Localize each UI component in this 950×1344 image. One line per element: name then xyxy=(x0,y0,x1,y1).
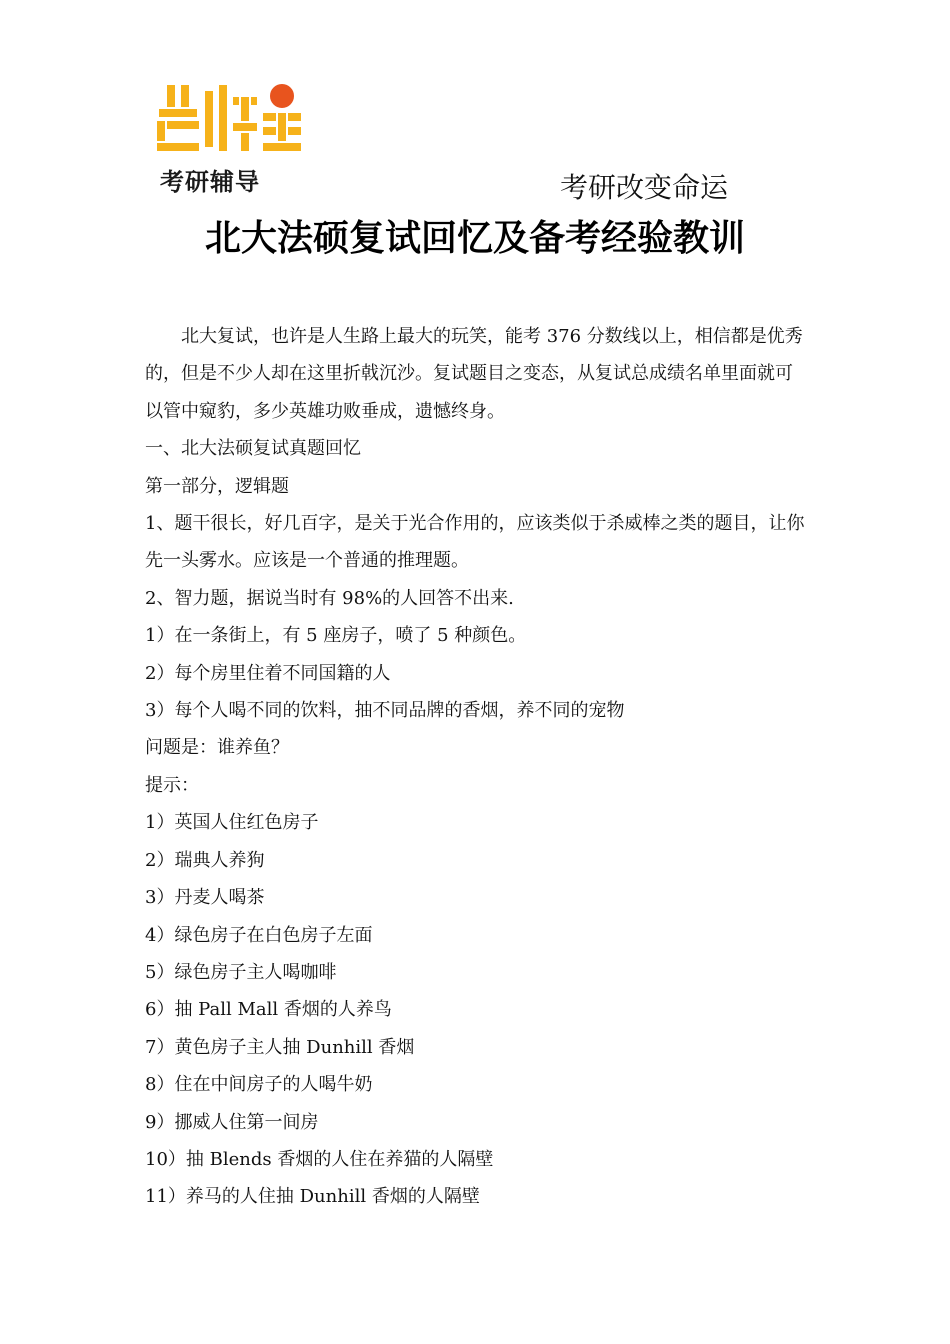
question-2: 2、智力题，据说当时有 98%的人回答不出来. xyxy=(145,587,514,609)
logo-subtitle: 考研辅导 xyxy=(160,168,260,196)
document-body xyxy=(145,318,810,1216)
hint-item: 6）抽 Pall Mall 香烟的人养鸟 xyxy=(145,999,392,1021)
hint-item: 10）抽 Blends 香烟的人住在养猫的人隔壁 xyxy=(145,1148,494,1170)
hint-item: 3）丹麦人喝茶 xyxy=(145,887,265,909)
kaicheng-logo-mark xyxy=(150,78,310,158)
section-heading: 一、北大法硕复试真题回忆 xyxy=(145,438,361,460)
condition-item: 1）在一条街上，有 5 座房子，喷了 5 种颜色。 xyxy=(145,625,527,647)
hints-label: 提示： xyxy=(145,774,199,796)
hint-item: 5）绿色房子主人喝咖啡 xyxy=(145,961,337,983)
question-1: 1、题干很长，好几百字，是关于光合作用的，应该类似于杀威棒之类的题目，让你先一头雾水。应该是一个普通的推理题。 xyxy=(145,513,805,572)
puzzle-question: 问题是：谁养鱼？ xyxy=(145,737,289,759)
condition-item: 2）每个房里住着不同国籍的人 xyxy=(145,662,391,684)
hint-item: 4）绿色房子在白色房子左面 xyxy=(145,924,373,946)
hint-item: 11）养马的人住抽 Dunhill 香烟的人隔壁 xyxy=(145,1186,480,1208)
slogan: 考研改变命运 xyxy=(560,171,729,204)
document-title: 北大法硕复试回忆及备考经验教训 xyxy=(204,218,745,259)
hint-item: 2）瑞典人养狗 xyxy=(145,849,265,871)
part-heading: 第一部分，逻辑题 xyxy=(145,475,289,497)
hint-item: 9）挪威人住第一间房 xyxy=(145,1111,319,1133)
hint-item: 1）英国人住红色房子 xyxy=(145,812,319,834)
condition-item: 3）每个人喝不同的饮料，抽不同品牌的香烟，养不同的宠物 xyxy=(145,700,625,722)
hint-item: 7）黄色房子主人抽 Dunhill 香烟 xyxy=(145,1036,415,1058)
brand-logo xyxy=(150,78,310,196)
intro-paragraph: 北大复试，也许是人生路上最大的玩笑，能考 376 分数线以上，相信都是优秀的，但是不少人却在这里折戟沉沙。复试题目之变态，从复试总成绩名单里面就可以管中窥豹，多少英雄功败垂成，遗憾终身。 xyxy=(145,326,803,422)
hint-item: 8）住在中间房子的人喝牛奶 xyxy=(145,1074,373,1096)
